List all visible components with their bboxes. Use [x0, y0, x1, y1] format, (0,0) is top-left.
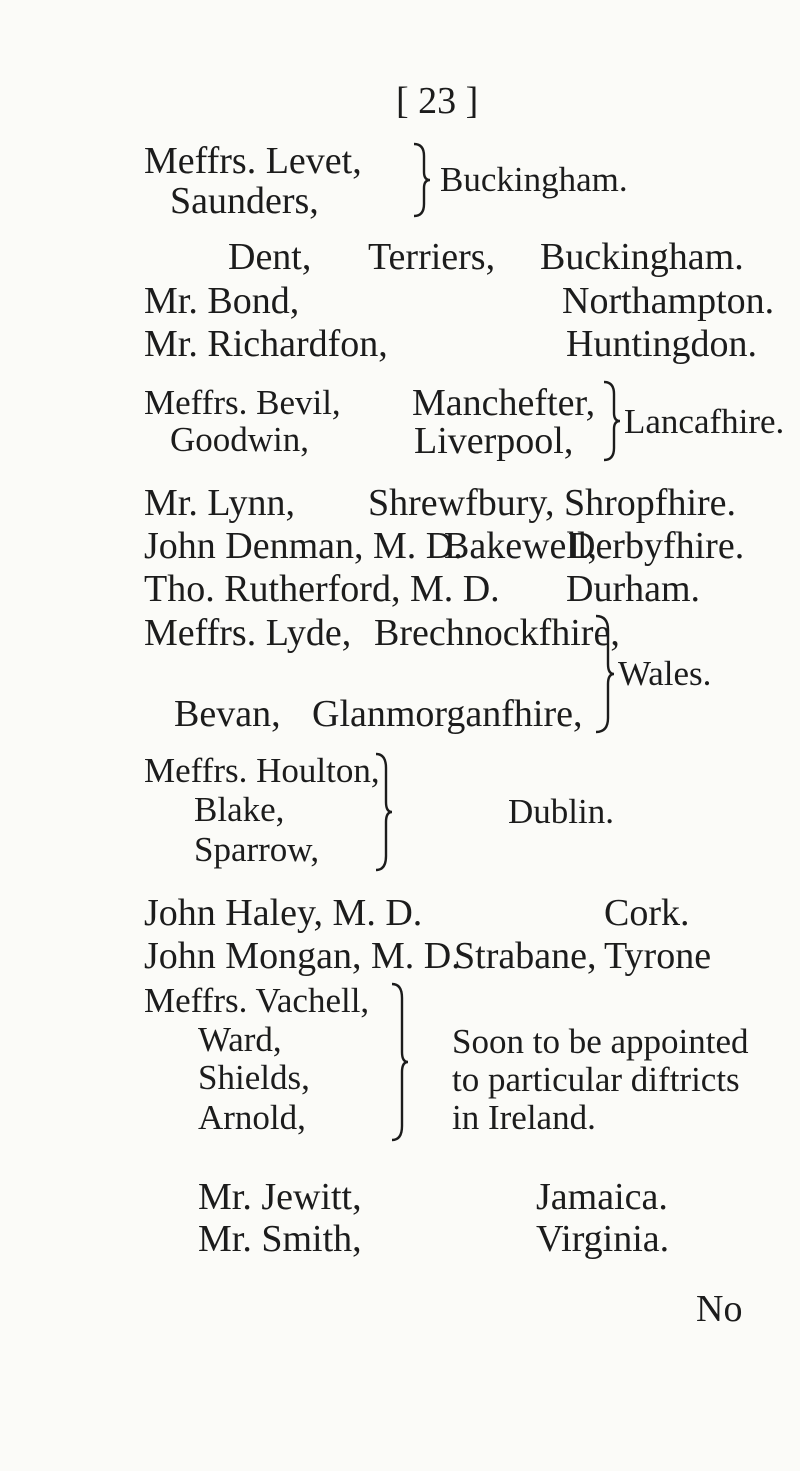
county-shropshire: Shropfhire.: [564, 482, 737, 524]
name-blake: Blake,: [194, 790, 285, 829]
town-terriers: Terriers,: [368, 236, 496, 278]
place-cork: Cork.: [604, 892, 690, 934]
name-levet: Meffrs. Levet,: [144, 140, 362, 182]
name-dent: Dent,: [228, 236, 312, 278]
name-shields: Shields,: [198, 1058, 310, 1097]
note-line-2: to particular diftricts: [452, 1060, 740, 1099]
brace-dublin: [368, 750, 394, 874]
county-glamorganshire: Glanmorganfhire,: [312, 693, 583, 735]
town-manchester: Manchefter,: [412, 382, 596, 424]
name-mongan: John Mongan, M. D.: [144, 935, 461, 977]
county-durham: Durham.: [566, 568, 701, 610]
name-sparrow: Sparrow,: [194, 830, 320, 869]
place-dublin: Dublin.: [508, 792, 614, 831]
name-denman: John Denman, M. D.: [144, 525, 463, 567]
brace-lancashire: [600, 378, 624, 464]
name-rutherford: Tho. Rutherford, M. D.: [144, 568, 500, 610]
name-lyde: Meffrs. Lyde,: [144, 612, 352, 654]
place-virginia: Virginia.: [536, 1218, 670, 1260]
name-saunders: Saunders,: [170, 180, 319, 222]
name-jewitt: Mr. Jewitt,: [198, 1176, 362, 1218]
page-number: [ 23 ]: [396, 80, 479, 122]
place-strabane: Strabane,: [454, 935, 597, 977]
county-tyrone: Tyrone: [604, 935, 712, 977]
town-bakewell: Bakewell,: [444, 525, 598, 567]
county-lancashire: Lancafhire.: [624, 402, 785, 441]
name-haley: John Haley, M. D.: [144, 892, 423, 934]
place-buckingham-1: Buckingham.: [440, 160, 628, 199]
brace-ireland: [384, 980, 410, 1144]
town-shrewsbury: Shrewfbury,: [368, 482, 555, 524]
name-bond: Mr. Bond,: [144, 280, 300, 322]
brace-buckingham: [410, 140, 434, 220]
name-bevan: Bevan,: [174, 693, 281, 735]
county-northampton: Northampton.: [562, 280, 775, 322]
region-wales: Wales.: [618, 654, 712, 693]
name-arnold: Arnold,: [198, 1098, 306, 1137]
name-houlton: Meffrs. Houlton,: [144, 751, 380, 790]
county-buckingham: Buckingham.: [540, 236, 744, 278]
county-brecknockshire: Brechnockfhire,: [374, 612, 620, 654]
catchword: No: [696, 1288, 743, 1330]
name-goodwin: Goodwin,: [170, 420, 310, 459]
town-liverpool: Liverpool,: [414, 420, 574, 462]
name-smith: Mr. Smith,: [198, 1218, 362, 1260]
name-ward: Ward,: [198, 1020, 282, 1059]
note-line-1: Soon to be appointed: [452, 1022, 749, 1061]
note-line-3: in Ireland.: [452, 1098, 596, 1137]
county-derbyshire: Derbyfhire.: [568, 525, 745, 567]
name-lynn: Mr. Lynn,: [144, 482, 295, 524]
brace-wales: [592, 612, 618, 736]
name-vachell: Meffrs. Vachell,: [144, 981, 370, 1020]
place-jamaica: Jamaica.: [536, 1176, 668, 1218]
county-huntingdon: Huntingdon.: [566, 323, 758, 365]
name-bevil: Meffrs. Bevil,: [144, 383, 341, 422]
name-richardson: Mr. Richardfon,: [144, 323, 388, 365]
